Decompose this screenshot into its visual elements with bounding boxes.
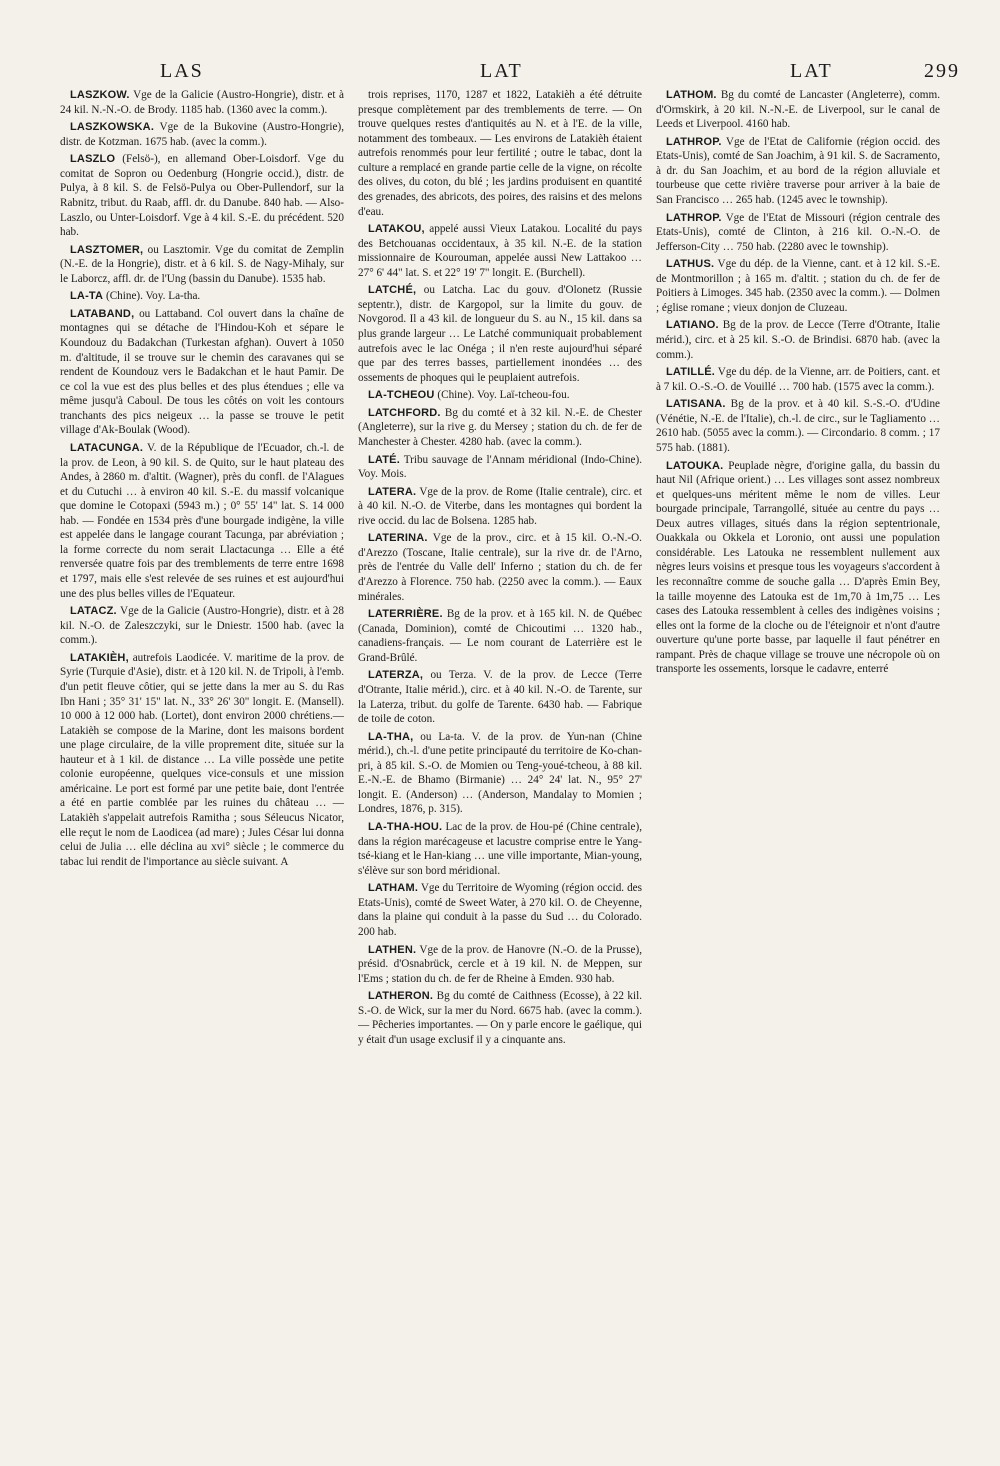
dictionary-entry — [656, 318, 940, 362]
entry-headword: LATERA. — [368, 485, 417, 498]
entry-headword: LATIANO. — [666, 319, 719, 332]
entry-text: ou Terza. V. de la prov. de Lecce (Terre d'Otrante, Italie mérid.), circ. et à 40 kil. N.-O. de Tarente, sur la Laterza, tribut. du golfe de Tarente. 6430 hab. — Fabrique de toile de coton. — [358, 669, 642, 726]
entry-text: Vge de l'Etat de Californie (région occid. des Etats-Unis), comté de San Joachim, à 91 kil. S. de Sacramento, à dr. du San Joachim, et au bord de la région alluviale et tourbeuse que cette rivière traverse pour arriver à la baie de San Francisco … 265 hab. (1245 avec le township). — [656, 135, 940, 206]
dictionary-entry — [656, 257, 940, 315]
entry-headword: LATILLÉ. — [666, 366, 716, 379]
entry-headword: LATHUS. — [666, 258, 715, 271]
header-left: LAS — [160, 60, 204, 82]
entry-text: ou Lasztomir. Vge du comitat de Zemplin (N.-E. de la Hongrie), distr. et à 6 kil. S. de Nagy-Mihaly, sur le Laborcz, affl. dr. de l'Ung (bassin du Danube). 1535 hab. — [60, 243, 344, 285]
entry-headword: LA-TCHEOU — [368, 389, 435, 402]
entry-text: Vge du dép. de la Vienne, arr. de Poitiers, cant. et à 7 kil. O.-S.-O. de Vouillé … 700 hab. (1575 avec la comm.). — [656, 366, 940, 393]
entry-headword: LATÉ. — [368, 453, 400, 466]
column-right — [656, 88, 940, 1408]
entry-text: Vge de la prov., circ. et à 15 kil. O.-N.-O. d'Arezzo (Toscane, Italie centrale), sur la rive dr. de l'Arno, près de l'entrée du Valle dell' Inferno ; station du ch. de fer d'Arezzo à Florence. 750 hab. (2250 avec la comm.). — Eaux minérales. — [358, 532, 642, 603]
entry-text: Bg du comté et à 32 kil. N.-E. de Chester (Angleterre), sur la rive g. du Mersey ; station du ch. de fer de Manchester à Chester. 4280 hab. (avec la comm.). — [358, 406, 642, 448]
entry-headword: LATABAND, — [70, 307, 135, 320]
entry-text: autrefois Laodicée. V. maritime de la prov. de Syrie (Turquie d'Asie), distr. et à 120 kil. N. de Tripoli, à l'emb. d'un petit fleuve côtier, qui se jette dans la mer au S. du Ras Ibn Hani ; 35° 31' 15" lat. N., 33° 26' 30" longit. E. (Mansell). 10 000 à 12 000 hab. (Lortet), dont environ 2000 chrétiens.— Latakièh se compose de la Marine, dont les maisons bordent une plage circulaire, de la ville proprement dite, située sur la hauteur et à 1 kil. de distance … La ville possède une petite colonie européenne, quelques vice-consuls et une mission américaine. Le port est formé par une petite baie, dont l'entrée a été en partie comblée par les ruines du château … — Latakièh s'appelait autrefois Ramitha ; sous Séleucus Nicator, elle reçut le nom de Laodicea (ad mare) ; Jules César lui donna celui de Julia … elle déclina au xvi° siècle ; le commerce du tabac lui rendit de l'importance au siècle suivant. A — [60, 651, 344, 868]
dictionary-entry — [656, 365, 940, 394]
entry-headword: LATHOM. — [666, 89, 717, 101]
entry-headword: LASZLO — [70, 153, 116, 166]
dictionary-entry — [656, 459, 940, 677]
dictionary-entry — [358, 989, 642, 1047]
entry-headword: LATOUKA. — [666, 459, 724, 472]
entry-text: appelé aussi Vieux Latakou. Localité du pays des Betchouanas occidentaux, à 35 kil. N.-E. de la station missionnaire de Kourouman, appelée aussi New Lattakoo … 27° 6' 44" lat. S. et 22° 19' 7" longit. E. (Burchell). — [358, 223, 642, 279]
entry-text: Vge de la prov. de Rome (Italie centrale), circ. et à 40 kil. N.-O. de Viterbe, dans les montagnes qui bordent la rive occid. du lac de Bolsena. 1285 hab. — [358, 485, 642, 527]
entry-text: Bg de la prov. et à 40 kil. S.-S.-O. d'Udine (Vénétie, N.-E. de l'Italie), ch.-l. de circ., sur le Tagliamento … 2610 hab. (5055 avec la comm.). — Circondario. 8 comm. ; 17 575 hab. (1881). — [656, 398, 940, 454]
entry-headword: LATACUNGA. — [70, 441, 144, 454]
dictionary-entry — [358, 730, 642, 817]
dictionary-entry — [358, 222, 642, 280]
entry-text: (Chine). Voy. Laï-tcheou-fou. — [437, 389, 570, 402]
entry-text: ou La-ta. V. de la prov. de Yun-nan (Chine mérid.), ch.-l. d'une petite principauté du territoire de Ko-chan-pri, à 85 kil. S.-O. de Momien ou Teng-youé-tcheou, à 88 kil. E.-N.-E. de Bhamo (Birmanie) … 24° 24' lat. N., 95° 27' longit. E. (Anderson) … (Anderson, Mandalay to Momien ; Londres, 1876, p. 315). — [358, 730, 642, 816]
entry-headword: LATAKIÈH, — [70, 651, 129, 664]
entry-headword: LA-THA-HOU. — [368, 821, 443, 833]
dictionary-entry — [358, 943, 642, 987]
entry-text: Vge du dép. de la Vienne, cant. et à 12 kil. S.-E. de Montmorillon ; à 165 m. d'altit. ; station du ch. de fer de Poitiers à Limoges. 345 hab. (2350 avec la comm.). — Dolmen ; église romane ; vieux donjon de Cluzeau. — [656, 258, 940, 314]
dictionary-entry — [358, 453, 642, 482]
entry-text: ou Lattaband. Col ouvert dans la chaîne de montagnes qui se détache de l'Hindou-Koh et sépare le Koundouz du Badakchan (Turkestan afghan). Ouvert à 1050 m. d'altitude, il se trouve sur le chemin des caravanes qui se rendent de Koundouz vers le Badakchan et le haut Pamir. De ce col la vue est des plus belles et des plus étendues ; elle va même jusqu'à Caboul. De tous les côtés on voit les contours tranchants des pics neigeux … la passe se trouve le petit village d'Ak-Boulak (Wood). — [60, 307, 344, 437]
entry-text: Bg de la prov. et à 165 kil. N. de Québec (Canada, Dominion), comté de Chicoutimi … 1320 hab., canadiens-français. — Le nom courant de Laterrière est le Grand-Brûlé. — [358, 608, 642, 664]
column-left — [60, 88, 344, 1408]
entry-headword: LATHAM. — [368, 882, 419, 895]
dictionary-entry — [60, 120, 344, 149]
entry-text: Peuplade nègre, d'origine galla, du bassin du haut Nil (Afrique orient.) … Les villages sont assez nombreux et quelques-uns méritent même le nom de villes. Leur bourgade principale, Tarrangollé, située au centre du pays … Deux autres villages, situés dans la région septentrionale, Ouakkala ou Okkela et Loronio, ont aussi une population considérable. Les Latouka ne ressemblent nullement aux nègres leurs voisins et presque tous les voyageurs s'accordent à les reconnaître comme de souche galla … D'après Emin Bey, la taille moyenne des Latouka est de 1m,70 à 1m,75 … Les cases des Latouka ressemblent à celles des indigènes voisins ; elles ont la forme de la cloche ou de l'éteignoir et n'ont d'autre ouverture qu'une porte basse, par laquelle il faut pénétrer en rampant. Près de chaque village se trouve une nécropole où on transporte les ossements, lorsque le cadavre, enterré — [656, 459, 940, 676]
dictionary-entry — [358, 88, 642, 219]
entry-headword: LA-THA, — [368, 730, 414, 743]
dictionary-entry — [358, 820, 642, 878]
dictionary-entry — [358, 283, 642, 385]
dictionary-entry — [656, 211, 940, 255]
entry-headword: LASZKOWSKA. — [70, 121, 155, 134]
entry-text: Vge de la Galicie (Austro-Hongrie), distr. et à 28 kil. N.-O. de Zaleszczyki, sur le Dniestr. 1500 hab. (avec la comm.). — [60, 605, 344, 647]
dictionary-entry — [358, 607, 642, 665]
entry-headword: LATCHFORD. — [368, 406, 441, 419]
dictionary-entry — [656, 135, 940, 208]
entry-text: ou Latcha. Lac du gouv. d'Olonetz (Russie septentr.), distr. de Kargopol, sur la limite du gouv. de Novgorod. Il a 43 kil. de longueur du S. au N., 15 kil. dans sa plus grande largeur … Le Latché communiquait probablement autrefois avec le lac Onéga ; il n'en reste aujourd'hui séparé que par des terres basses, partiellement inondées … des ossements de phoques qui le peuplaient autrefois. — [358, 284, 642, 384]
entry-text: (Felsö-), en allemand Ober-Loisdorf. Vge du comitat de Sopron ou Oedenburg (Hongrie occid.), distr. de Pulya, à 8 kil. S. de Felsö-Pulya ou Ober-Pullendorf, sur la Rabnitz, tribut. du Raab, affl. dr. du Danube. 840 hab. — Also-Laszlo, ou Unter-Loisdorf. Vge à 4 kil. S.-E. du précédent. 520 hab. — [60, 153, 344, 239]
entry-headword: LATISANA. — [666, 398, 726, 411]
entry-text: Bg du comté de Caithness (Ecosse), à 22 kil. S.-O. de Wick, sur la mer du Nord. 6675 hab. (avec la comm.). — Pêcheries importantes. — On y parle encore le gaélique, qui y était d'un usage exclusif il y a cinquante ans. — [358, 990, 642, 1046]
dictionary-entry — [656, 88, 940, 132]
entry-headword: LATERINA. — [368, 532, 428, 545]
header-right: LAT — [790, 60, 833, 82]
entry-text: (Chine). Voy. La-tha. — [105, 290, 201, 303]
dictionary-entry — [358, 881, 642, 939]
entry-headword: LASZKOW. — [70, 89, 130, 101]
dictionary-entry — [60, 289, 344, 304]
dictionary-entry — [656, 397, 940, 455]
dictionary-entry — [358, 668, 642, 726]
dictionary-entry — [60, 152, 344, 239]
entry-text: V. de la République de l'Ecuador, ch.-l. de la prov. de Leon, à 90 kil. S. de Quito, sur le haut plateau des Andes, à 2860 m. d'altit. (Wagner), près du confl. de l'Alagues et du Cutuchi … à environ 40 kil. S.-E. du massif volcanique que domine le Cotopaxi (5943 m.) ; 0° 55' 14" lat. S. 14 000 hab. — Fondée en 1534 près d'une bourgade indigène, la ville est appelée dans le langage courant Tacunga, par abréviation ; la forme correcte du nom serait Llactacunga … Elle a été renversée quatre fois par des tremblements de terre entre 1698 et 1797, mais elle s'est relevée de ses ruines et est aujourd'hui une des plus belles villes de l'Equateur. — [60, 441, 344, 600]
entry-text: Vge du Territoire de Wyoming (région occid. des Etats-Unis), comté de Sweet Water, à 270 kil. O. de Cheyenne, dans la plaine qui conduit à la passe du Sud … du Colorado. 200 hab. — [358, 882, 642, 938]
entry-headword: LATAKOU, — [368, 223, 425, 236]
entry-headword: LATHERON. — [368, 990, 434, 1003]
entry-text: trois reprises, 1170, 1287 et 1822, Latakièh a été détruite presque complètement par des tremblements de terre. — On trouve quelques restes d'antiquités au N. et à l'E. de la ville, notamment des tombeaux. — Les environs de Latakièh étaient autrefois renommés pour leur fertilité ; outre le tabac, dont la culture a remplacé en grande partie celle de la vigne, on récolte des olives, du coton, du blé ; les jardins produisent en quantité des grenades, des abricots, des poires, des raisins et des melons d'eau. — [358, 89, 642, 218]
dictionary-entry — [60, 307, 344, 438]
entry-headword: LATACZ. — [70, 605, 117, 618]
text-columns — [60, 88, 940, 1408]
dictionary-entry — [60, 604, 344, 648]
dictionary-entry — [60, 441, 344, 601]
dictionary-entry — [358, 406, 642, 450]
entry-headword: LATHROP. — [666, 135, 722, 148]
entry-headword: LATERZA, — [368, 669, 424, 682]
header-center: LAT — [480, 60, 523, 82]
entry-headword: LA-TA — [70, 290, 104, 303]
entry-text: Vge de la Bukovine (Austro-Hongrie), distr. de Kotzman. 1675 hab. (avec la comm.). — [60, 121, 344, 148]
entry-headword: LATHROP. — [666, 211, 722, 224]
entry-text: Tribu sauvage de l'Annam méridional (Indo-Chine). Voy. Mois. — [358, 453, 642, 481]
entry-headword: LASZTOMER, — [70, 243, 144, 256]
entry-text: Vge de la Galicie (Austro-Hongrie), distr. et à 24 kil. N.-N.-O. de Brody. 1185 hab. (1360 avec la comm.). — [60, 89, 344, 116]
entry-headword: LATCHÉ, — [368, 284, 417, 297]
entry-text: Vge de la prov. de Hanovre (N.-O. de la Prusse), présid. d'Osnabrück, cercle et à 19 kil. N. de Meppen, sur l'Ems ; station du ch. de fer de Rheine à Emden. 930 hab. — [358, 943, 642, 985]
dictionary-entry — [358, 388, 642, 403]
dictionary-entry — [60, 651, 344, 869]
entry-text: Bg du comté de Lancaster (Angleterre), comm. d'Ormskirk, à 20 kil. N.-N.-E. de Liverpool, sur le canal de Leeds et Liverpool. 4160 hab. — [656, 89, 940, 131]
page-number: 299 — [924, 60, 960, 82]
dictionary-entry — [358, 531, 642, 604]
dictionary-entry — [60, 243, 344, 287]
dictionary-entry — [60, 88, 344, 117]
entry-text: Lac de la prov. de Hou-pé (Chine centrale), dans la région marécageuse et lacustre comprise entre le Yang-tsé-kiang et le Han-kiang … une ville importante, Mian-young, s'élève sur son bord méridional. — [358, 821, 642, 877]
column-middle — [358, 88, 642, 1408]
entry-text: Bg de la prov. de Lecce (Terre d'Otrante, Italie mérid.), circ. et à 25 kil. S.-O. de Brindisi. 6870 hab. (avec la comm.). — [656, 319, 940, 361]
entry-headword: LATERRIÈRE. — [368, 608, 443, 621]
entry-text: Vge de l'Etat de Missouri (région centrale des Etats-Unis), comté de Clinton, à 216 kil. O.-N.-O. de Jefferson-City … 750 hab. (2280 avec le township). — [656, 211, 940, 253]
entry-headword: LATHEN. — [368, 943, 417, 956]
dictionary-entry — [358, 485, 642, 529]
running-header — [40, 60, 960, 90]
